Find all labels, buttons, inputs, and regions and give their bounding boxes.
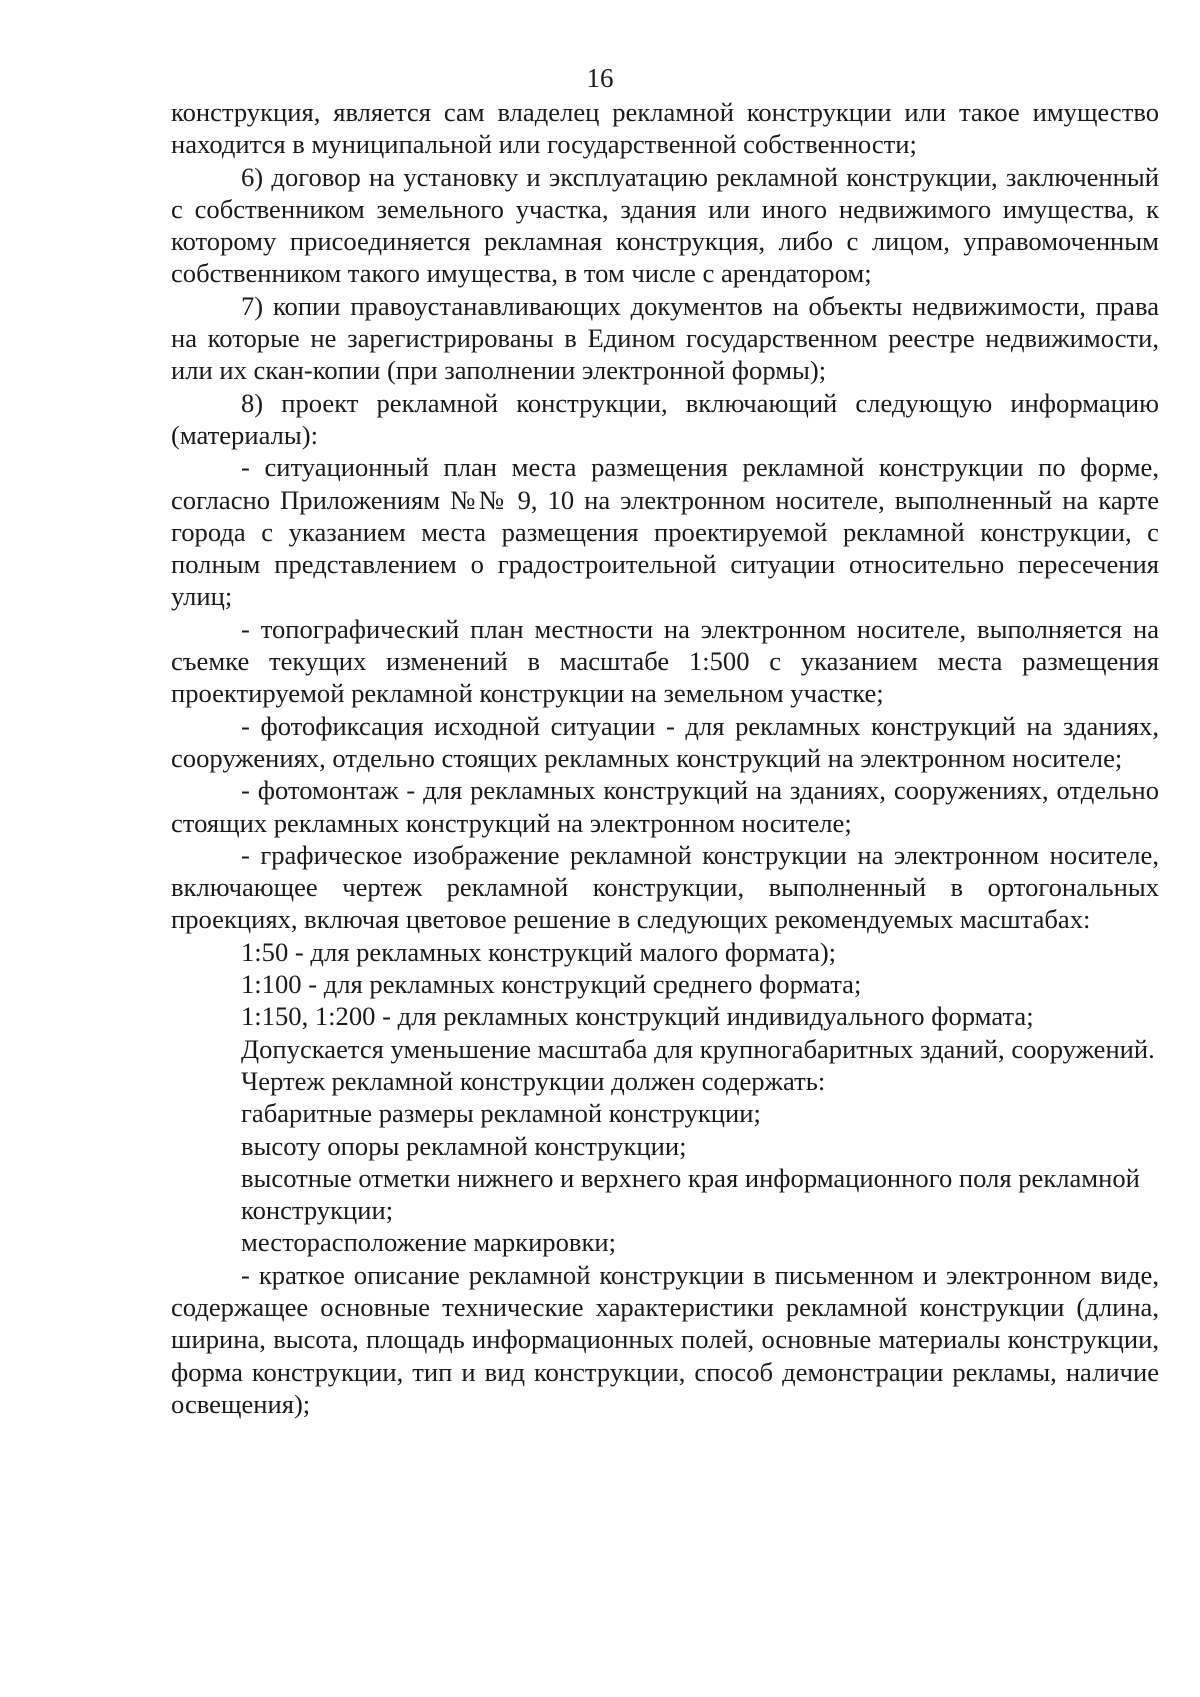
paragraph-scale-small: 1:50 - для рекламных конструкций малого формата); [241,936,837,967]
paragraph-drawing-contents: Чертеж рекламной конструкции должен содержать: [241,1065,826,1096]
paragraph-graphic-image: - графическое изображение рекламной конструкции на электронном носителе, включающее чертеж рекламной конструкции, выполненный в ортогональных проекциях, включая цветовое решение в следующих рекомендуемых масштабах: [171,839,1159,935]
paragraph-short-description: - краткое описание рекламной конструкции в письменном и электронном виде, содержащее основные технические характеристики рекламной конструкции (длина, ширина, высота, площадь информационных полей, основные материалы конструкции, форма конструкции, тип и вид конструкции, способ демонстрации рекламы, наличие освещения); [171,1259,1159,1419]
paragraph-height-marks: высотные отметки нижнего и верхнего края информационного поля рекламной [241,1162,1140,1193]
paragraph-situational-plan: - ситуационный план места размещения рекламной конструкции по форме, согласно Приложениям №№ 9, 10 на электронном носителе, выполненный на карте города с указанием места размещения проектируемой рекламной конструкции, с полным представлением о градостроительной ситуации относительно пересечения улиц; [171,452,1159,612]
paragraph-photomontage: - фотомонтаж - для рекламных конструкций на зданиях, сооружениях, отдельно стоящих рекламных конструкций на электронном носителе; [171,775,1159,838]
paragraph-height-marks-continuation: конструкции; [241,1195,394,1226]
paragraph-scale-medium: 1:100 - для рекламных конструкций среднего формата; [241,969,862,1000]
paragraph-topographic-plan: - топографический план местности на электронном носителе, выполняется на съемке текущих изменений в масштабе 1:500 с указанием места размещения проектируемой рекламной конструкции на земельном участке; [171,613,1159,709]
paragraph-item-7-title-documents: 7) копии правоустанавливающих документов на объекты недвижимости, права на которые не зарегистрированы в Едином государственном реестре недвижимости, или их скан-копии (при заполнении электронной формы); [171,290,1159,386]
paragraph-scale-individual: 1:150, 1:200 - для рекламных конструкций индивидуального формата; [241,1001,1034,1032]
paragraph-marking-location: месторасположение маркировки; [241,1227,616,1258]
paragraph-overall-dimensions: габаритные размеры рекламной конструкции; [241,1098,761,1129]
paragraph-ownership-continuation: конструкция, является сам владелец рекламной конструкции или такое имущество находится в муниципальной или государственной собственности; [171,97,1159,160]
paragraph-item-6-contract: 6) договор на установку и эксплуатацию рекламной конструкции, заключенный с собственником земельного участка, здания или иного недвижимого имущества, к которому присоединяется рекламная конструкция, либо с лицом, управомоченным собственником такого имущества, в том числе с арендатором; [171,161,1159,289]
page-number: 16 [586,63,614,93]
paragraph-support-height: высоту опоры рекламной конструкции; [241,1130,687,1161]
document-body [171,96,1159,1420]
paragraph-scale-reduction: Допускается уменьшение масштаба для крупногабаритных зданий, сооружений. [241,1033,1155,1064]
paragraph-photo-fixation: - фотофиксация исходной ситуации - для рекламных конструкций на зданиях, сооружениях, отдельно стоящих рекламных конструкций на электронном носителе; [171,710,1159,773]
paragraph-item-8-project: 8) проект рекламной конструкции, включающий следующую информацию (материалы): [171,387,1159,450]
